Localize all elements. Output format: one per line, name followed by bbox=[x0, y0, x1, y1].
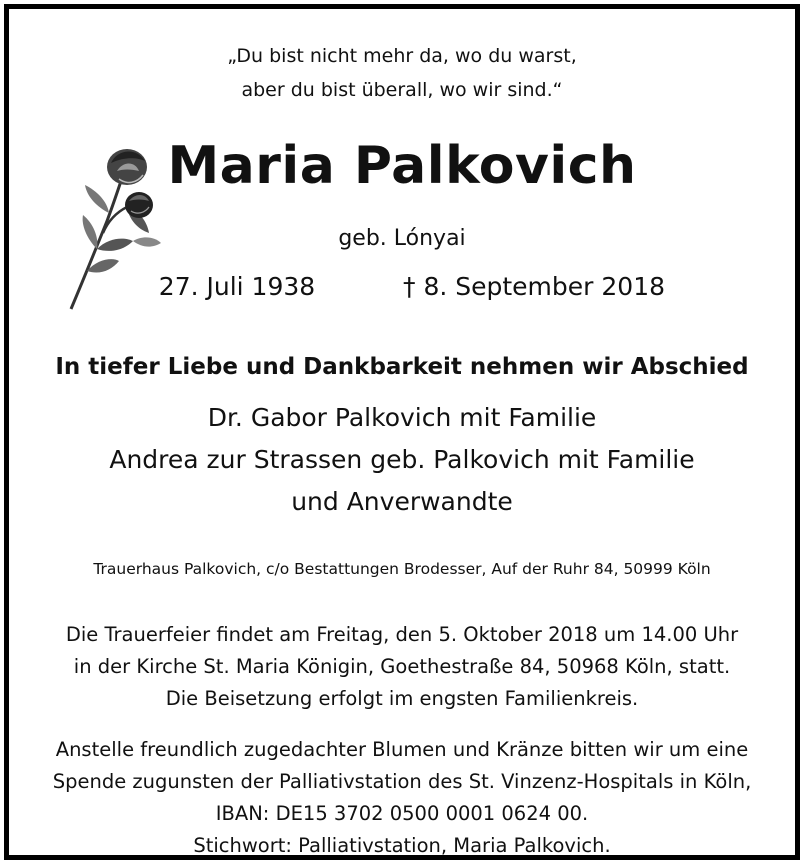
donation-line: Anstelle freundlich zugedachter Blumen und Kränze bitten wir um eine bbox=[55, 738, 749, 761]
obituary-notice bbox=[4, 4, 800, 860]
mourner-line: und Anverwandte bbox=[291, 487, 513, 516]
mourner-line: Dr. Gabor Palkovich mit Familie bbox=[207, 403, 597, 432]
donation-keyword: Stichwort: Palliativstation, Maria Palkovich. bbox=[193, 834, 611, 857]
donation-iban: IBAN: DE15 3702 0500 0001 0624 00. bbox=[215, 802, 589, 825]
quote-line: „Du bist nicht mehr da, wo du warst, bbox=[227, 45, 577, 67]
funeral-service-info bbox=[9, 619, 795, 715]
quote-line: aber du bist überall, wo wir sind.“ bbox=[241, 79, 563, 101]
memorial-quote bbox=[9, 39, 795, 107]
service-line: Die Trauerfeier findet am Freitag, den 5. Oktober 2018 um 14.00 Uhr bbox=[65, 623, 739, 646]
mourner-line: Andrea zur Strassen geb. Palkovich mit Familie bbox=[109, 445, 695, 474]
donation-request bbox=[9, 734, 795, 862]
death-date: † 8. September 2018 bbox=[403, 272, 665, 301]
service-line: Die Beisetzung erfolgt im engsten Familienkreis. bbox=[165, 687, 639, 710]
mourners-list bbox=[9, 397, 795, 523]
maiden-name: geb. Lónyai bbox=[338, 226, 466, 251]
birth-date: 27. Juli 1938 bbox=[158, 272, 316, 301]
donation-line: Spende zugunsten der Palliativstation des St. Vinzenz-Hospitals in Köln, bbox=[52, 770, 752, 793]
deceased-name: Maria Palkovich bbox=[167, 136, 637, 196]
farewell-heading: In tiefer Liebe und Dankbarkeit nehmen wir Abschied bbox=[55, 354, 749, 380]
service-line: in der Kirche St. Maria Königin, Goethestraße 84, 50968 Köln, statt. bbox=[73, 655, 731, 678]
mourning-house-address: Trauerhaus Palkovich, c/o Bestattungen Brodesser, Auf der Ruhr 84, 50999 Köln bbox=[93, 560, 711, 578]
